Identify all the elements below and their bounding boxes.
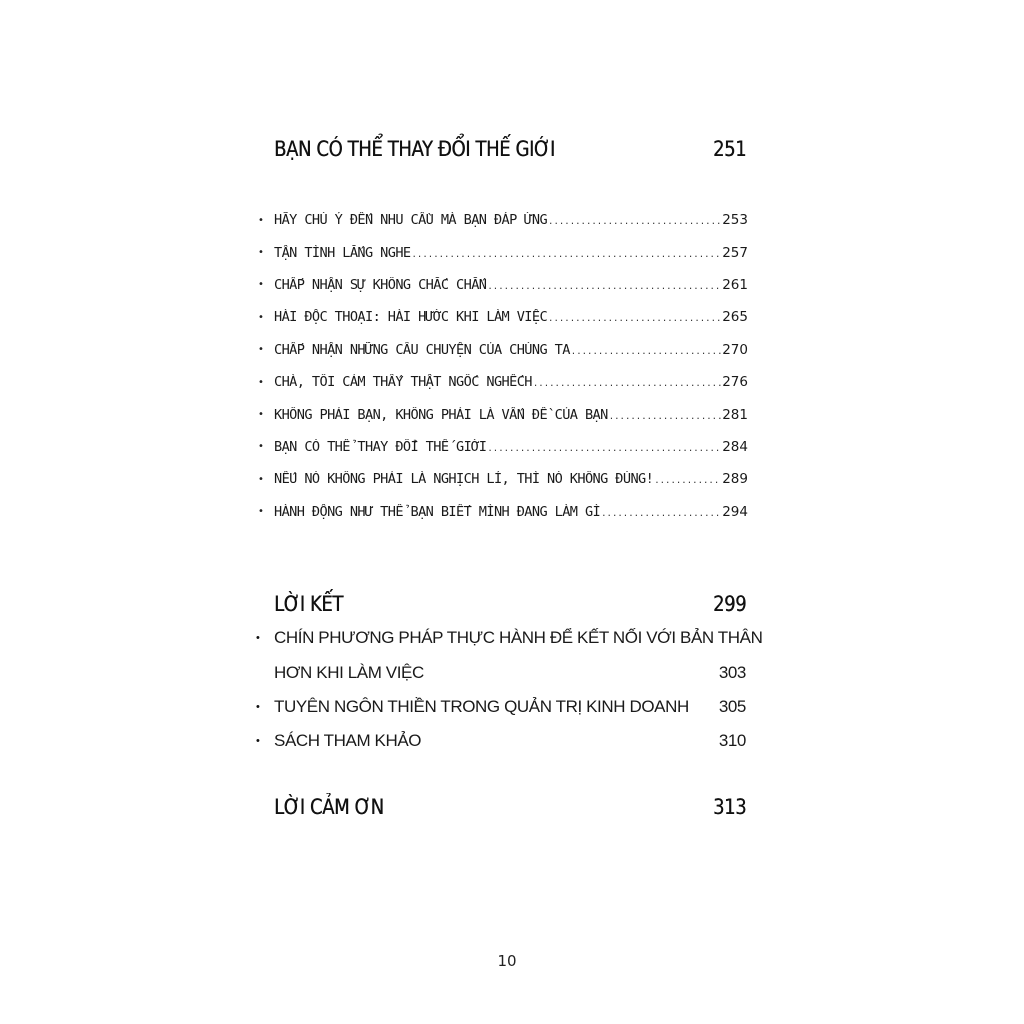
dot-leader — [412, 250, 722, 260]
entry-title: CHẤP NHẬN SỰ KHÔNG CHẮC CHẮN — [274, 276, 487, 293]
section-page-number: 299 — [712, 592, 747, 616]
toc-entry — [256, 697, 746, 717]
bullet-icon: • — [258, 279, 264, 291]
dot-leader — [601, 509, 721, 519]
dot-leader — [487, 282, 721, 292]
section-title: LỜI KẾT — [274, 592, 343, 616]
bullet-icon: • — [258, 344, 264, 356]
entry-page-number: 276 — [722, 374, 748, 391]
bullet-icon: • — [258, 441, 264, 453]
toc-entry — [256, 628, 763, 648]
toc-entry — [258, 334, 748, 366]
toc-entry — [258, 463, 748, 495]
toc-entry-continuation — [256, 663, 746, 683]
page-number: 10 — [497, 952, 517, 970]
entry-page-number: 257 — [722, 244, 748, 261]
entry-title: CHÍN PHƯƠNG PHÁP THỰC HÀNH ĐỂ KẾT NỐI VỚI BẢN THÂN — [274, 628, 763, 647]
section-heading — [274, 592, 746, 616]
entry-title: HƠN KHI LÀM VIỆC — [274, 663, 424, 682]
dot-leader — [487, 444, 721, 454]
section-title: LỜI CẢM ƠN — [274, 795, 384, 819]
toc-entry — [258, 236, 748, 268]
dot-leader — [533, 379, 721, 389]
dot-leader — [548, 217, 721, 227]
bullet-icon: • — [258, 214, 264, 226]
entry-title: KHÔNG PHẢI BẠN, KHÔNG PHẢI LÀ VẤN ĐỀ CỦA BẠN — [274, 406, 608, 423]
section-title: BẠN CÓ THỂ THAY ĐỔI THẾ GIỚI — [274, 137, 555, 161]
entry-title: HÃY CHÚ Ý ĐẾN NHU CẦU MÀ BẠN ĐÁP ỨNG — [274, 212, 548, 229]
entry-page-number: 253 — [722, 212, 748, 229]
section-page-number: 313 — [712, 795, 747, 819]
toc-entry — [258, 269, 748, 301]
toc-entry — [258, 204, 748, 236]
entry-page-number: 294 — [722, 503, 748, 520]
bullet-icon: • — [258, 506, 264, 518]
entry-title: TUYÊN NGÔN THIỀN TRONG QUẢN TRỊ KINH DOANH — [274, 697, 689, 716]
section-heading — [274, 795, 746, 819]
entry-page-number: 270 — [722, 341, 748, 358]
bullet-icon: • — [258, 247, 264, 259]
toc-entry-list — [258, 204, 748, 528]
entry-page-number: 289 — [722, 471, 748, 488]
dot-leader — [654, 476, 721, 486]
bullet-icon: • — [258, 473, 264, 485]
bullet-icon: • — [258, 409, 264, 421]
toc-entry — [258, 398, 748, 430]
toc-entry — [258, 496, 748, 528]
entry-page-number: 261 — [722, 276, 748, 293]
bullet-icon: • — [258, 311, 264, 323]
toc-entry-list — [256, 626, 763, 766]
toc-entry — [258, 431, 748, 463]
section-heading — [274, 137, 746, 161]
entry-page-number: 303 — [718, 663, 746, 682]
entry-title: TẬN TÌNH LẮNG NGHE — [274, 244, 411, 261]
entry-page-number: 310 — [718, 731, 746, 750]
entry-title: CHÀ, TÔI CẢM THẤY THẬT NGỐC NGHẾCH — [274, 374, 532, 391]
entry-page-number: 265 — [722, 309, 748, 326]
dot-leader — [609, 412, 722, 422]
toc-entry — [258, 301, 748, 333]
entry-page-number: 305 — [718, 697, 746, 716]
entry-title: HÀNH ĐỘNG NHƯ THỂ BẠN BIẾT MÌNH ĐANG LÀM GÌ — [274, 503, 601, 520]
bullet-icon: • — [256, 735, 260, 747]
entry-title: BẠN CÓ THỂ THAY ĐỔI THẾ GIỚI — [274, 438, 487, 455]
dot-leader — [548, 314, 721, 324]
entry-title: SÁCH THAM KHẢO — [274, 731, 422, 750]
entry-page-number: 281 — [722, 406, 748, 423]
entry-title: NẾU NÓ KHÔNG PHẢI LÀ NGHỊCH LÍ, THÌ NÓ KHÔNG ĐÚNG! — [274, 471, 654, 488]
entry-title: CHẤP NHẬN NHỮNG CÂU CHUYỆN CỦA CHÚNG TA — [274, 341, 570, 358]
entry-title: HÀI ĐỘC THOẠI: HÀI HƯỚC KHI LÀM VIỆC — [274, 309, 548, 326]
dot-leader — [571, 347, 721, 357]
toc-entry — [256, 731, 746, 751]
bullet-icon: • — [256, 701, 260, 713]
bullet-icon: • — [256, 632, 260, 644]
entry-page-number: 284 — [722, 438, 748, 455]
section-page-number: 251 — [712, 137, 747, 161]
toc-entry — [258, 366, 748, 398]
bullet-icon: • — [258, 376, 264, 388]
